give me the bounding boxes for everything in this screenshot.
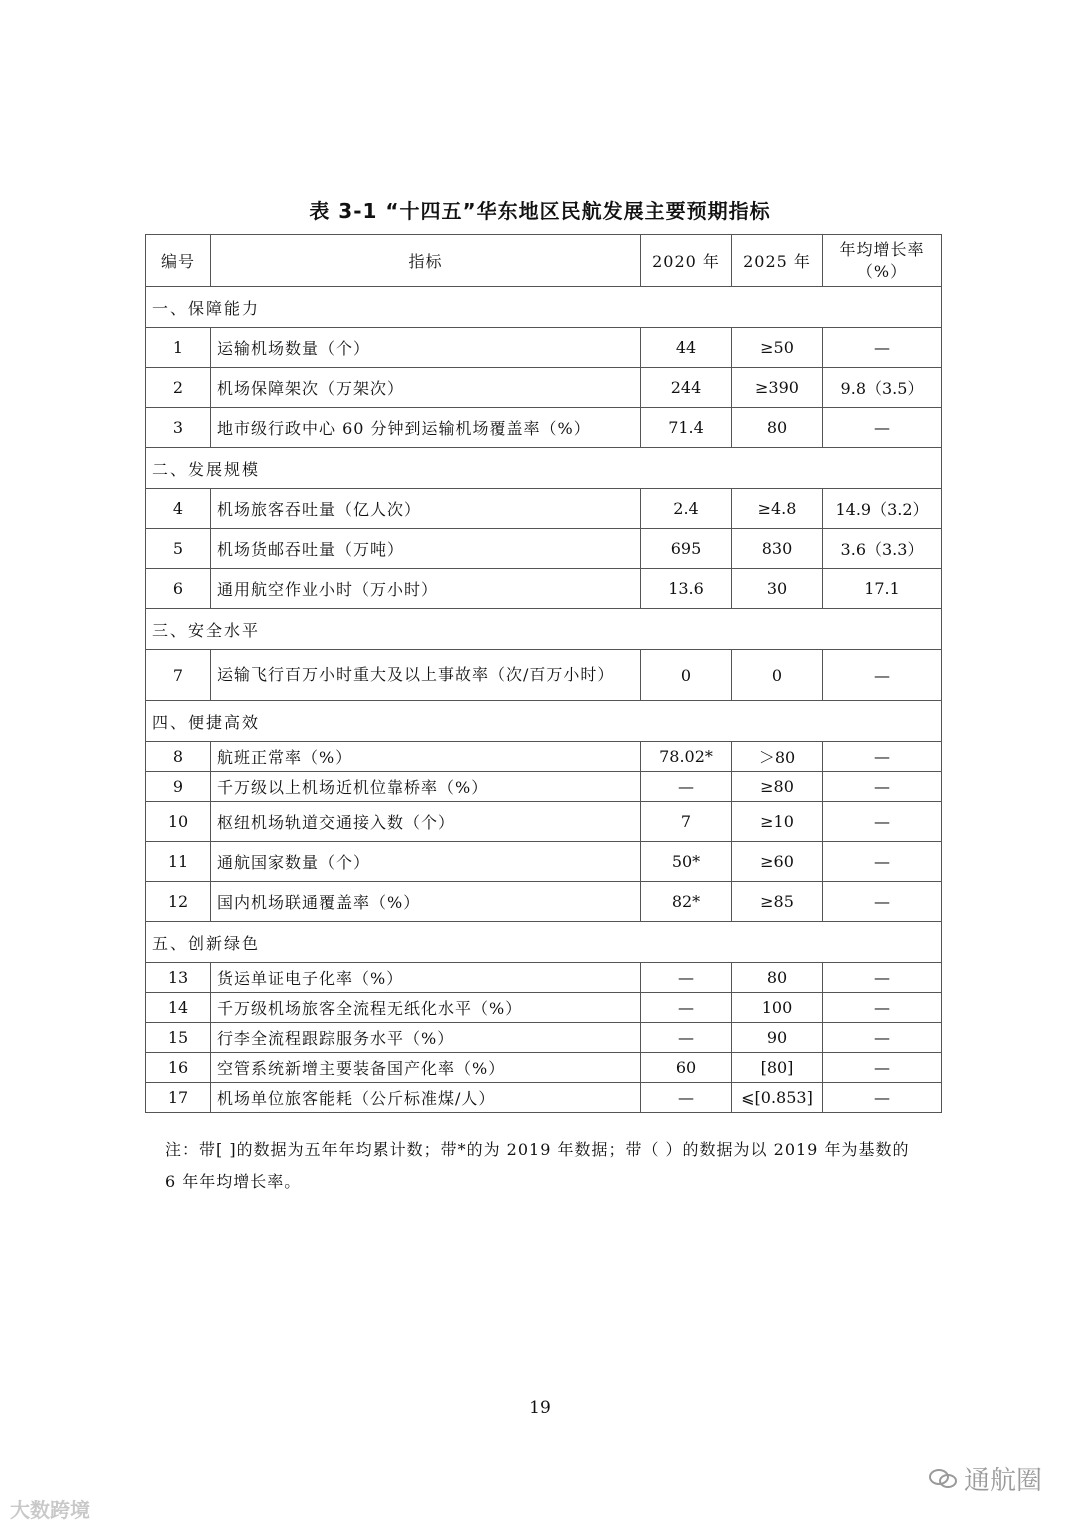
table-row (146, 802, 942, 842)
row-num: 9 (146, 772, 211, 802)
section-row (146, 609, 942, 650)
row-indicator: 货运单证电子化率（%） (211, 963, 641, 993)
row-indicator: 机场保障架次（万架次） (211, 368, 641, 408)
row-2025: 0 (732, 650, 823, 701)
row-indicator: 千万级以上机场近机位靠桥率（%） (211, 772, 641, 802)
header-num: 编号 (146, 235, 211, 287)
row-2025: ≥85 (732, 882, 823, 922)
section-row (146, 287, 942, 328)
row-num: 5 (146, 529, 211, 569)
header-2025: 2025 年 (732, 235, 823, 287)
row-num: 17 (146, 1083, 211, 1113)
row-2025: [80] (732, 1053, 823, 1083)
row-2020: 78.02* (641, 742, 732, 772)
row-indicator: 机场旅客吞吐量（亿人次） (211, 489, 641, 529)
table-row (146, 842, 942, 882)
row-2020: 44 (641, 328, 732, 368)
row-2025: ≥60 (732, 842, 823, 882)
table-row (146, 742, 942, 772)
row-indicator: 通航国家数量（个） (211, 842, 641, 882)
watermark-left-text: 大数跨境 (10, 1498, 90, 1522)
row-2025: ≥80 (732, 772, 823, 802)
table-footnote: 注：带[ ]的数据为五年年均累计数；带*的为 2019 年数据；带（ ）的数据为以 2019 年为基数的 6 年年均增长率。 (165, 1140, 910, 1191)
header-indicator: 指标 (211, 235, 641, 287)
row-indicator: 行李全流程跟踪服务水平（%） (211, 1023, 641, 1053)
row-indicator: 通用航空作业小时（万小时） (211, 569, 641, 609)
row-growth: 3.6（3.3） (823, 529, 942, 569)
row-indicator: 地市级行政中心 60 分钟到运输机场覆盖率（%） (211, 408, 641, 448)
indicator-table (145, 234, 942, 1113)
section-label: 五、创新绿色 (146, 922, 942, 963)
row-growth: — (823, 772, 942, 802)
row-2020: 60 (641, 1053, 732, 1083)
row-2025: ≥390 (732, 368, 823, 408)
header-growth-line1: 年均增长率 (839, 239, 925, 259)
table-row (146, 772, 942, 802)
row-2020: — (641, 963, 732, 993)
watermark-right (928, 1460, 1042, 1497)
row-num: 12 (146, 882, 211, 922)
row-2020: 0 (641, 650, 732, 701)
row-indicator: 机场单位旅客能耗（公斤标准煤/人） (211, 1083, 641, 1113)
row-num: 3 (146, 408, 211, 448)
row-num: 14 (146, 993, 211, 1023)
row-2025: ⩽[0.853] (732, 1083, 823, 1113)
row-growth: — (823, 1053, 942, 1083)
row-growth: — (823, 408, 942, 448)
row-growth: — (823, 742, 942, 772)
row-growth: — (823, 1023, 942, 1053)
row-2020: 71.4 (641, 408, 732, 448)
row-2025: ＞80 (732, 742, 823, 772)
row-indicator: 航班正常率（%） (211, 742, 641, 772)
header-2020: 2020 年 (641, 235, 732, 287)
row-indicator: 机场货邮吞吐量（万吨） (211, 529, 641, 569)
row-num: 15 (146, 1023, 211, 1053)
row-2020: 244 (641, 368, 732, 408)
row-num: 2 (146, 368, 211, 408)
row-growth: 9.8（3.5） (823, 368, 942, 408)
row-growth: — (823, 650, 942, 701)
table-row (146, 963, 942, 993)
row-2025: 100 (732, 993, 823, 1023)
row-indicator: 千万级机场旅客全流程无纸化水平（%） (211, 993, 641, 1023)
table-header-row (146, 235, 942, 287)
page-number: 19 (529, 1398, 551, 1418)
table-row (146, 650, 942, 701)
row-2025: ≥10 (732, 802, 823, 842)
row-num: 13 (146, 963, 211, 993)
row-growth: 17.1 (823, 569, 942, 609)
table-row (146, 569, 942, 609)
row-num: 10 (146, 802, 211, 842)
row-2025: 830 (732, 529, 823, 569)
row-2020: 50* (641, 842, 732, 882)
row-2020: — (641, 993, 732, 1023)
row-growth: — (823, 842, 942, 882)
row-num: 1 (146, 328, 211, 368)
row-num: 11 (146, 842, 211, 882)
table-row (146, 368, 942, 408)
row-2025: 80 (732, 408, 823, 448)
row-2025: 90 (732, 1023, 823, 1053)
section-label: 三、安全水平 (146, 609, 942, 650)
row-num: 4 (146, 489, 211, 529)
watermark-left (10, 1494, 90, 1523)
section-label: 一、保障能力 (146, 287, 942, 328)
row-2025: 30 (732, 569, 823, 609)
row-2020: — (641, 772, 732, 802)
table-row (146, 882, 942, 922)
header-growth (823, 235, 942, 287)
row-2020: 82* (641, 882, 732, 922)
row-growth: — (823, 802, 942, 842)
row-growth: — (823, 993, 942, 1023)
table-row (146, 408, 942, 448)
row-indicator: 运输机场数量（个） (211, 328, 641, 368)
row-2025: 80 (732, 963, 823, 993)
row-2020: — (641, 1023, 732, 1053)
table-row (146, 489, 942, 529)
row-indicator: 空管系统新增主要装备国产化率（%） (211, 1053, 641, 1083)
row-2020: 13.6 (641, 569, 732, 609)
table-row (146, 328, 942, 368)
row-num: 16 (146, 1053, 211, 1083)
chat-bubble-icon (928, 1467, 958, 1491)
row-growth: — (823, 328, 942, 368)
row-2020: — (641, 1083, 732, 1113)
table-row (146, 1083, 942, 1113)
row-num: 8 (146, 742, 211, 772)
row-indicator: 运输飞行百万小时重大及以上事故率（次/百万小时） (211, 650, 641, 701)
row-2020: 7 (641, 802, 732, 842)
row-2020: 2.4 (641, 489, 732, 529)
row-indicator: 国内机场联通覆盖率（%） (211, 882, 641, 922)
section-label: 四、便捷高效 (146, 701, 942, 742)
section-row (146, 448, 942, 489)
section-row (146, 922, 942, 963)
row-growth: — (823, 963, 942, 993)
section-label: 二、发展规模 (146, 448, 942, 489)
table-title: 表 3-1 “十四五”华东地区民航发展主要预期指标 (309, 199, 771, 223)
row-2025: ≥50 (732, 328, 823, 368)
watermark-right-text: 通航圈 (963, 1466, 1042, 1496)
table-row (146, 1023, 942, 1053)
section-row (146, 701, 942, 742)
row-2025: ≥4.8 (732, 489, 823, 529)
row-growth: 14.9（3.2） (823, 489, 942, 529)
row-2020: 695 (641, 529, 732, 569)
row-growth: — (823, 882, 942, 922)
header-growth-line2: （%） (856, 261, 908, 281)
row-num: 6 (146, 569, 211, 609)
row-num: 7 (146, 650, 211, 701)
row-growth: — (823, 1083, 942, 1113)
table-row (146, 993, 942, 1023)
table-row (146, 529, 942, 569)
row-indicator: 枢纽机场轨道交通接入数（个） (211, 802, 641, 842)
table-row (146, 1053, 942, 1083)
